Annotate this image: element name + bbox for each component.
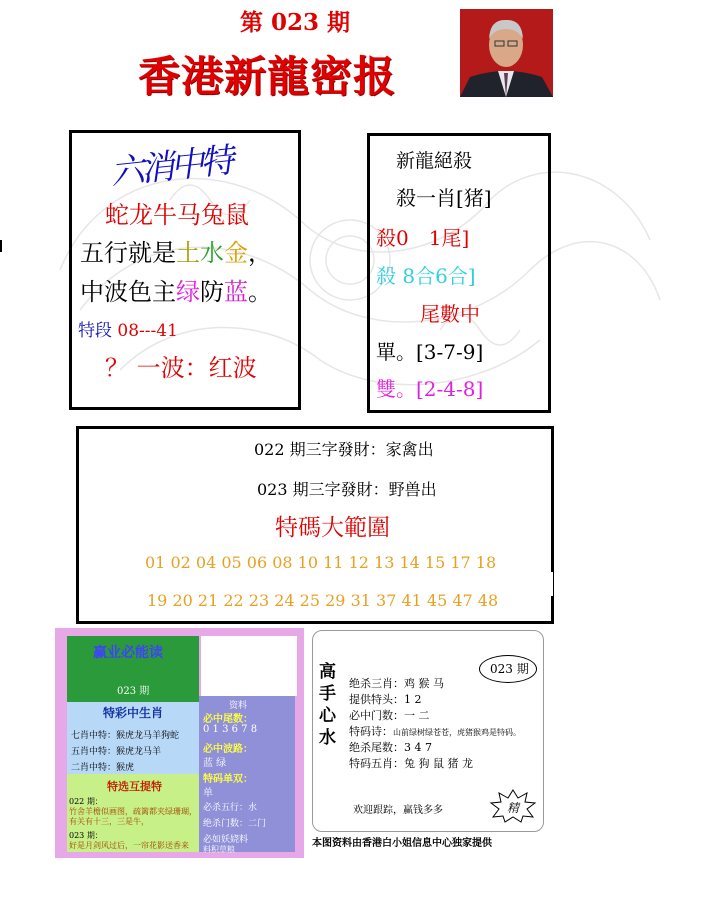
kill-zodiac: 殺一肖[猪] [396, 186, 492, 210]
five-zodiac: 五肖中特：猴虎龙马羊 [71, 747, 162, 757]
banner-issue: 023 期 [117, 686, 150, 697]
row-5 [349, 739, 432, 755]
special-range-label: 特段 [78, 321, 112, 341]
vertical-char-4: 水 [319, 728, 336, 748]
poem-022: 022 期： [69, 797, 103, 806]
bose-prefix: 中波色主 [80, 278, 176, 306]
bose-suffix: 。 [248, 278, 272, 306]
special-range-line [78, 316, 178, 341]
kill-he: 殺 8合6合] [376, 264, 476, 288]
kill-title: 新龍絕殺 [396, 150, 473, 172]
wuxing-jin: 金 [224, 239, 248, 267]
issue-023-line: 023 期三字發財：野兽出 [257, 480, 437, 499]
six-zodiac-heading: 六消中特 [108, 140, 233, 194]
data-wave-value: 蓝 绿 [203, 758, 227, 769]
wave-color-line [80, 272, 272, 307]
row-4-label: 特码诗： [349, 725, 393, 738]
one-wave-line: ？ 一波：红波 [105, 354, 257, 382]
number-row-2: 19 20 21 22 23 24 25 29 31 37 41 45 47 48 [147, 591, 499, 610]
banner-text: 赢业必能读 [93, 645, 163, 661]
single-tails: 單。[3-7-9] [376, 340, 484, 364]
welcome-text: 欢迎跟踪，赢钱多多 [353, 805, 443, 816]
vertical-char-1: 高 [319, 662, 336, 682]
row-1-value: 鸡 猴 马 [404, 677, 444, 690]
double-tails: 雙。[2-4-8] [376, 377, 484, 401]
data-extra-2: 料积草粮 [203, 845, 235, 854]
zodiac-section-title: 特彩中生肖 [103, 706, 164, 720]
row-3 [349, 707, 430, 723]
issue-number: 第 023 期 [240, 9, 351, 36]
page-title: 香港新龍密报 [138, 52, 397, 101]
issue-badge-text: 023 期 [490, 662, 529, 676]
wuxing-suffix: ， [248, 239, 272, 267]
row-5-label: 绝杀尾数： [349, 741, 404, 754]
expert-card [312, 630, 544, 832]
row-4-value: 山前绿树绿苍苍，虎猪猴鸡是特码。 [393, 728, 521, 737]
special-range-value: 08---41 [117, 321, 178, 341]
data-oddeven-value: 单 [203, 788, 213, 799]
stamp-text: 精 [507, 801, 520, 815]
wuxing-line [80, 233, 272, 268]
portrait-photo [460, 9, 553, 97]
zodiac-section [67, 702, 199, 774]
wuxing-tu: 土 [176, 239, 200, 267]
data-extra-1: 必如妖娆料 [203, 835, 249, 845]
data-element: 必杀五行：水 [203, 803, 258, 813]
data-column [199, 696, 295, 852]
data-oddeven-label: 特码单双： [203, 774, 253, 785]
poem-title: 特选互提特 [107, 780, 162, 793]
footer-credit: 本图资料由香港白小姐信息中心独家提供 [312, 838, 492, 849]
poem-023: 023 期： [69, 831, 103, 840]
poem-line-3: 好是月剑风过后，一帘花影送香来 [69, 841, 189, 850]
data-wave-label: 必中波路： [203, 744, 253, 755]
data-tail-label: 必中尾数： [203, 714, 253, 725]
bottom-left-panel [55, 628, 304, 858]
bose-alt: 蓝 [224, 278, 248, 306]
poem-line-1: 竹舍羊檐似画图，疏篱都夹绿珊瑚， [69, 807, 197, 816]
bose-fang: 防 [200, 278, 224, 306]
vertical-char-2: 手 [319, 684, 336, 704]
row-6-value: 兔 狗 鼠 猪 龙 [404, 757, 473, 770]
row-5-value: 3 4 7 [404, 741, 432, 754]
row-1 [349, 675, 444, 691]
row-2-value: 1 2 [404, 693, 422, 706]
data-tail-value: 0 1 3 6 7 8 [203, 724, 258, 735]
wuxing-prefix: 五行就是 [80, 239, 176, 267]
row-6 [349, 755, 473, 771]
portrait-image [460, 9, 553, 97]
edge-mark [0, 240, 2, 252]
data-gates: 绝杀门数：二门 [203, 819, 267, 829]
special-range-box [76, 426, 554, 624]
prediction-box-right [367, 133, 551, 413]
bose-main: 绿 [176, 278, 200, 306]
special-range-heading: 特碼大範圍 [275, 515, 390, 541]
banner-block [67, 636, 199, 702]
kill-tail: 殺0 1尾] [376, 226, 470, 250]
vertical-title [319, 661, 339, 749]
prediction-box-left [69, 130, 301, 410]
row-3-label: 必中门数： [349, 709, 404, 722]
poem-section [67, 774, 199, 852]
zodiac-list: 蛇龙牛马兔鼠 [105, 201, 249, 229]
poem-line-2: 有关有十三，三是牛， [69, 817, 149, 826]
number-row-1: 01 02 04 05 06 08 10 11 12 13 14 15 17 18 [145, 553, 497, 572]
vertical-char-3: 心 [319, 706, 336, 726]
banner-blank [201, 636, 297, 696]
seven-zodiac: 七肖中特：猴虎龙马羊狗蛇 [71, 731, 180, 741]
tail-title: 尾數中 [420, 302, 480, 326]
data-head: 资料 [229, 701, 248, 711]
row-2 [349, 691, 422, 707]
row-6-label: 特码五肖： [349, 757, 404, 770]
box-gap [545, 572, 553, 596]
row-4 [349, 723, 521, 739]
two-zodiac: 二肖中特：猴虎 [71, 763, 135, 773]
row-1-label: 绝杀三肖： [349, 677, 404, 690]
issue-badge [479, 655, 537, 683]
row-2-label: 提供特头： [349, 693, 404, 706]
wuxing-shui: 水 [200, 239, 224, 267]
row-3-value: 一 二 [404, 709, 430, 722]
issue-022-line: 022 期三字發財：家禽出 [254, 440, 434, 459]
